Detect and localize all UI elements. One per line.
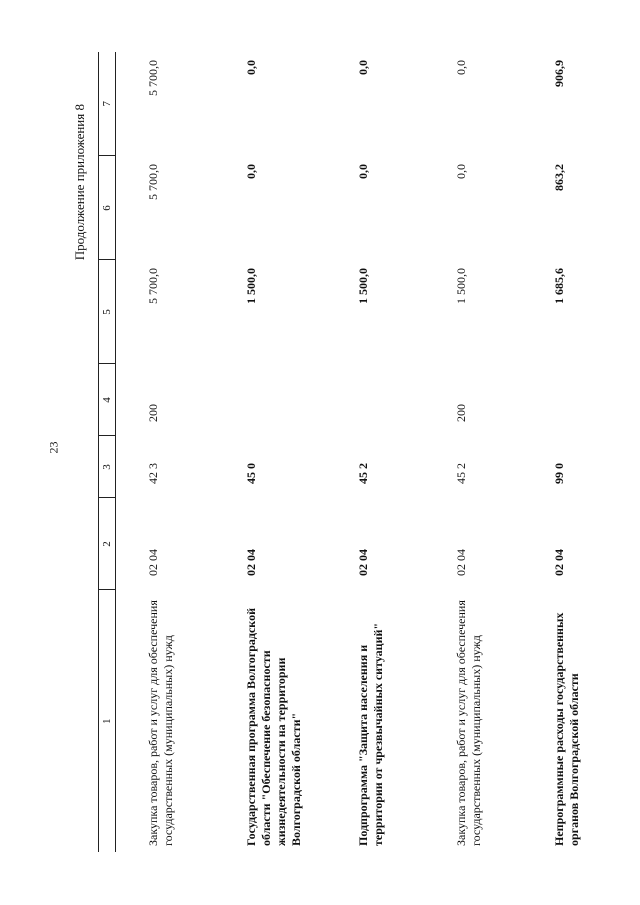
row-section: 02 04: [454, 549, 468, 576]
row-section: 02 04: [552, 549, 566, 576]
row-col5: 1 685,6: [552, 268, 566, 304]
header-col-7: 7: [99, 52, 116, 156]
row-col7: 0,0: [244, 60, 258, 75]
row-col5: 1 500,0: [244, 268, 258, 304]
header-col-4: 4: [99, 364, 116, 436]
continuation-note: Продолжение приложения 8: [72, 104, 87, 261]
table-row: [116, 52, 215, 852]
header-col-6: 6: [99, 156, 116, 260]
row-name: Подпрограмма "Защита населения и территории от чрезвычайных ситуаций": [356, 622, 385, 846]
table-row: [522, 52, 620, 852]
row-target: 45 2: [356, 463, 370, 484]
row-target: 45 0: [244, 463, 258, 484]
row-section: 02 04: [244, 549, 258, 576]
table-row: [326, 52, 424, 852]
row-col5: 1 500,0: [356, 268, 370, 304]
table-row: [424, 52, 522, 852]
row-col7: 0,0: [454, 60, 468, 75]
row-name: Непрограммные расходы государственных органов Волгоградской области: [552, 612, 581, 846]
row-section: 02 04: [356, 549, 370, 576]
budget-table: [98, 52, 620, 852]
row-col6: 863,2: [552, 164, 566, 191]
row-section: 02 04: [146, 549, 160, 576]
header-col-1: 1: [99, 590, 116, 852]
row-target: 45 2: [454, 463, 468, 484]
row-target: 42 3: [146, 463, 160, 484]
row-name: Государственная программа Волгоградской области "Обеспечение безопасности жизнедеятельности на территории Волгоградской области": [244, 608, 303, 846]
document-page: [72, 52, 640, 852]
row-target: 99 0: [552, 463, 566, 484]
row-col7: 0,0: [356, 60, 370, 75]
header-col-3: 3: [99, 436, 116, 498]
page-number: 23: [46, 441, 61, 454]
row-col6: 5 700,0: [146, 164, 160, 200]
table-header-row: [99, 52, 116, 852]
row-col7: 5 700,0: [146, 60, 160, 96]
table-row: [214, 52, 326, 852]
row-col5: 5 700,0: [146, 268, 160, 304]
row-expense-type: [214, 364, 326, 436]
row-col6: 0,0: [244, 164, 258, 179]
row-expense-type: [326, 364, 424, 436]
row-expense-type: 200: [454, 404, 468, 422]
row-col6: 0,0: [356, 164, 370, 179]
header-col-2: 2: [99, 498, 116, 590]
row-col6: 0,0: [454, 164, 468, 179]
row-expense-type: 200: [146, 404, 160, 422]
row-name: Закупка товаров, работ и услуг для обеспечения государственных (муниципальных) нужд: [146, 600, 175, 846]
row-col5: 1 500,0: [454, 268, 468, 304]
header-col-5: 5: [99, 260, 116, 364]
row-name: Закупка товаров, работ и услуг для обеспечения государственных (муниципальных) нужд: [454, 600, 483, 846]
row-expense-type: [522, 364, 620, 436]
row-col7: 906,9: [552, 60, 566, 87]
